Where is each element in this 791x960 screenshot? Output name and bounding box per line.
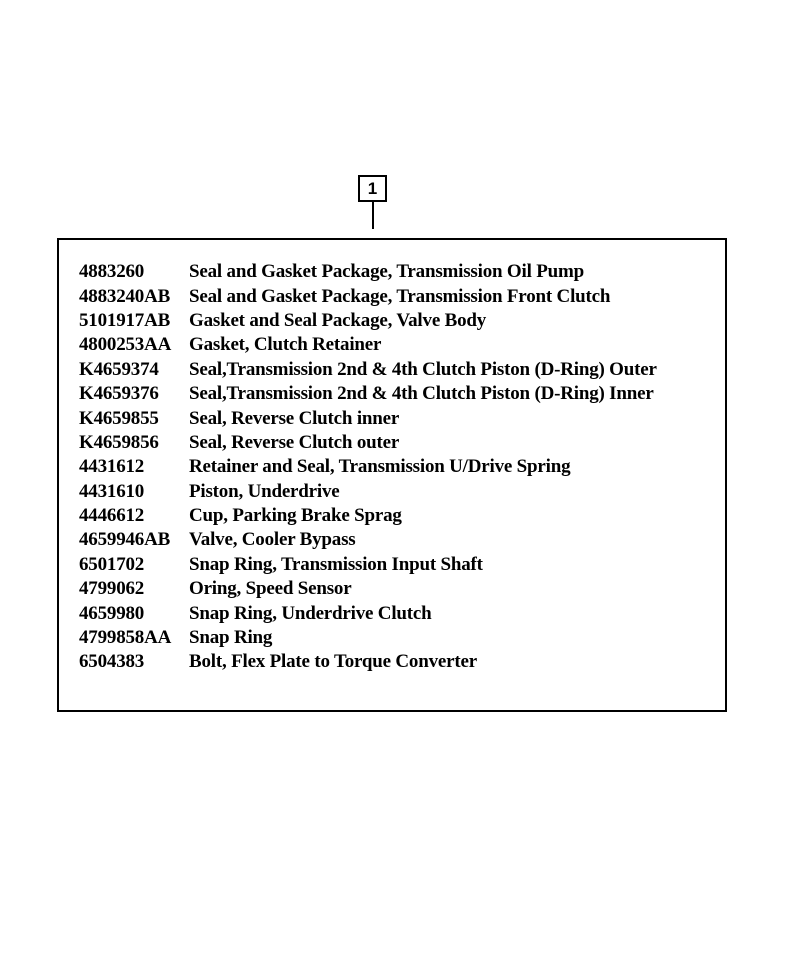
part-description: Seal and Gasket Package, Transmission Front Clutch — [189, 285, 611, 307]
callout-leader-line — [372, 202, 374, 229]
part-row — [79, 284, 657, 308]
part-number: 4799062 — [79, 578, 145, 600]
part-description: Seal,Transmission 2nd & 4th Clutch Piston (D-Ring) Inner — [189, 383, 654, 405]
part-number: 6501702 — [79, 553, 145, 575]
parts-list-panel — [57, 238, 727, 712]
part-number: 4431610 — [79, 480, 145, 502]
part-description: Seal,Transmission 2nd & 4th Clutch Piston (D-Ring) Outer — [189, 358, 657, 380]
part-number: 4659980 — [79, 602, 145, 624]
part-row — [79, 382, 657, 406]
part-description: Gasket and Seal Package, Valve Body — [189, 309, 487, 331]
part-number: K4659855 — [79, 407, 159, 429]
part-description: Seal, Reverse Clutch inner — [189, 407, 400, 429]
part-number: K4659376 — [79, 383, 159, 405]
parts-list — [79, 260, 657, 675]
part-row — [79, 333, 657, 357]
part-number: 4431612 — [79, 456, 145, 478]
part-row — [79, 528, 657, 552]
part-description: Valve, Cooler Bypass — [189, 529, 356, 551]
part-description: Seal, Reverse Clutch outer — [189, 431, 400, 453]
part-row — [79, 650, 657, 674]
part-number: 4883260 — [79, 261, 145, 283]
part-row — [79, 406, 657, 430]
part-row — [79, 260, 657, 284]
part-row — [79, 309, 657, 333]
part-number: 4446612 — [79, 505, 145, 527]
part-number: 4883240AB — [79, 285, 171, 307]
part-description: Piston, Underdrive — [189, 480, 340, 502]
part-number: 4799858AA — [79, 627, 172, 649]
part-row — [79, 504, 657, 528]
part-row — [79, 455, 657, 479]
part-description: Gasket, Clutch Retainer — [189, 334, 382, 356]
part-description: Snap Ring, Transmission Input Shaft — [189, 553, 483, 575]
part-number: 6504383 — [79, 651, 145, 673]
part-number: K4659856 — [79, 431, 159, 453]
part-row — [79, 577, 657, 601]
part-description: Seal and Gasket Package, Transmission Oil Pump — [189, 261, 584, 283]
part-description: Oring, Speed Sensor — [189, 578, 352, 600]
part-description: Cup, Parking Brake Sprag — [189, 505, 402, 527]
part-description: Retainer and Seal, Transmission U/Drive Spring — [189, 456, 571, 478]
part-description: Snap Ring, Underdrive Clutch — [189, 602, 432, 624]
part-row — [79, 358, 657, 382]
part-row — [79, 601, 657, 625]
part-number: 5101917AB — [79, 309, 171, 331]
part-description: Bolt, Flex Plate to Torque Converter — [189, 651, 477, 673]
part-number: K4659374 — [79, 358, 159, 380]
part-row — [79, 553, 657, 577]
part-row — [79, 431, 657, 455]
part-number: 4659946AB — [79, 529, 171, 551]
callout-label: 1 — [367, 179, 378, 198]
part-row — [79, 626, 657, 650]
part-description: Snap Ring — [189, 627, 273, 649]
callout-number-box — [358, 175, 387, 202]
part-number: 4800253AA — [79, 334, 172, 356]
part-row — [79, 480, 657, 504]
